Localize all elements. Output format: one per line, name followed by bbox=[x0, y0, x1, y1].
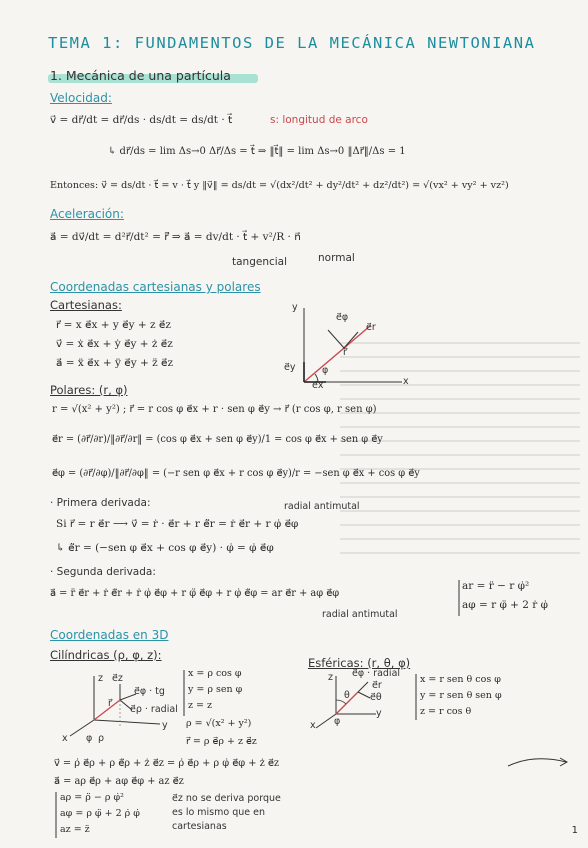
sph-etheta: e⃗θ bbox=[370, 692, 382, 703]
cyl-rho: ρ bbox=[98, 733, 105, 744]
segunda-eq: a⃗ = r̈ e⃗r + ṙ ė⃗r + ṙ φ̇ e⃗φ + r φ̈ e⃗φ + r φ̇ ė⃗φ = ar e⃗r + aφ e⃗φ bbox=[50, 588, 340, 599]
ephi-eq: e⃗φ = (∂r⃗/∂φ)/‖∂r⃗/∂φ‖ = (−r sen φ e⃗x + r cos φ e⃗y)/r = −sen φ e⃗x + cos φ e⃗y bbox=[52, 468, 420, 479]
cyl-comp-brace bbox=[52, 790, 60, 840]
cyl-a-eq: a⃗ = aρ e⃗ρ + aφ e⃗φ + az e⃗z bbox=[54, 776, 184, 787]
primera-eq: Si r⃗ = r e⃗r ⟶ v⃗ = ṙ · e⃗r + r ė⃗r = ṙ e⃗r + r φ̇ e⃗φ bbox=[56, 518, 299, 530]
tangencial-label: tangencial bbox=[232, 256, 288, 268]
coordenadas-heading: Coordenadas cartesianas y polares bbox=[50, 280, 261, 294]
diagram-ey: e⃗y bbox=[284, 362, 296, 373]
esfericas-heading: Esféricas: (r, θ, φ) bbox=[308, 656, 411, 670]
diagram-ex: e⃗x bbox=[312, 380, 324, 391]
cyl-az: az = z̈ bbox=[60, 824, 90, 835]
cyl-eq-y: y = ρ sen φ bbox=[188, 684, 243, 695]
note-line-3: cartesianas bbox=[172, 821, 227, 832]
cyl-rho-eq: ρ = √(x² + y²) bbox=[186, 718, 252, 729]
cyl-r: r⃗ bbox=[108, 698, 112, 709]
cyl-x: x bbox=[62, 733, 68, 744]
sph-er: e⃗r bbox=[372, 680, 382, 691]
velocidad-eq1: v⃗ = dr⃗/dt = dr⃗/ds · ds/dt = ds/dt · t⃗ bbox=[50, 114, 233, 126]
arc-length-label: s: longitud de arco bbox=[270, 114, 368, 126]
cyl-eq-x: x = ρ cos φ bbox=[188, 668, 242, 679]
er-eq: e⃗r = (∂r⃗/∂r)/‖∂r⃗/∂r‖ = (cos φ e⃗x + sen φ e⃗y)/1 = cos φ e⃗x + sen φ e⃗y bbox=[52, 434, 383, 445]
diagram-ephi: e⃗φ bbox=[336, 312, 349, 323]
cyl-phi: φ bbox=[86, 733, 93, 744]
sph-theta: θ bbox=[344, 690, 350, 701]
cartesianas-heading: Cartesianas: bbox=[50, 298, 122, 312]
diagram-er: e⃗r bbox=[366, 322, 376, 333]
cart-eq-v: v⃗ = ẋ e⃗x + ẏ e⃗y + ż e⃗z bbox=[56, 338, 173, 350]
sph-brace bbox=[412, 672, 420, 722]
cyl-erho: e⃗ρ · radial bbox=[130, 704, 178, 715]
cyl-brace bbox=[180, 668, 188, 718]
velocidad-heading: Velocidad: bbox=[50, 91, 112, 105]
segunda-heading: · Segunda derivada: bbox=[50, 566, 156, 578]
segunda-labels: radial antimutal bbox=[322, 609, 398, 620]
arrow-doodle bbox=[504, 752, 574, 772]
aphi-eq: aφ = r φ̈ + 2 ṙ φ̇ bbox=[462, 599, 548, 611]
primera-eq2: ↳ ė⃗r = (−sen φ e⃗x + cos φ e⃗y) · φ̇ = φ̇ e⃗φ bbox=[56, 542, 274, 554]
polares-heading: Polares: (r, φ) bbox=[50, 383, 128, 397]
cart-eq-a: a⃗ = ẍ e⃗x + ÿ e⃗y + z̈ e⃗z bbox=[56, 357, 174, 369]
sph-y: y bbox=[376, 708, 382, 719]
polares-eq1: r = √(x² + y²) ; r⃗ = r cos φ e⃗x + r · sen φ e⃗y → r⃗ (r cos φ, r sen φ) bbox=[52, 404, 377, 415]
diagram-y: y bbox=[292, 302, 298, 313]
sph-radial: e⃗φ · radial bbox=[352, 668, 401, 679]
cyl-v-eq: v⃗ = ρ̇ e⃗ρ + ρ ė⃗ρ + ż e⃗z = ρ̇ e⃗ρ + ρ φ̇ e⃗φ + ż e⃗z bbox=[54, 758, 280, 769]
velocidad-eq2: ↳ dr⃗/ds = lim Δs→0 Δr⃗/Δs = t⃗ ⇒ ‖t⃗‖ = lim Δs→0 ‖Δr⃗‖/Δs = 1 bbox=[108, 146, 406, 157]
note-line-2: es lo mismo que en bbox=[172, 807, 265, 818]
page-title: TEMA 1: FUNDAMENTOS DE LA MECÁNICA NEWTONIANA bbox=[48, 34, 536, 52]
diagram-x: x bbox=[403, 376, 409, 387]
cart-eq-r: r⃗ = x e⃗x + y e⃗y + z e⃗z bbox=[56, 319, 171, 331]
cilindricas-heading: Cilíndricas (ρ, φ, z): bbox=[50, 648, 162, 662]
cyl-arho: aρ = ρ̈ − ρ φ̇² bbox=[60, 792, 124, 803]
sph-phi: φ bbox=[334, 716, 341, 727]
coord3d-heading: Coordenadas en 3D bbox=[50, 628, 169, 642]
aceleracion-heading: Aceleración: bbox=[50, 207, 124, 221]
cyl-y: y bbox=[162, 720, 168, 731]
page-number: 1 bbox=[571, 825, 578, 836]
diagram-r: r⃗ bbox=[343, 347, 347, 358]
cyl-eq-z: z = z bbox=[188, 700, 213, 711]
sph-eq-y: y = r sen θ sen φ bbox=[420, 690, 502, 701]
cyl-r-eq: r⃗ = ρ e⃗ρ + z e⃗z bbox=[186, 736, 257, 747]
cyl-aphi: aφ = ρ φ̈ + 2 ρ̇ φ̇ bbox=[60, 808, 140, 819]
cyl-ez: e⃗z bbox=[112, 673, 123, 684]
sph-eq-z: z = r cos θ bbox=[420, 706, 472, 717]
note-line-1: e⃗z no se deriva porque bbox=[172, 793, 281, 804]
cyl-z: z bbox=[98, 673, 103, 684]
ar-eq: ar = r̈ − r φ̇² bbox=[462, 580, 530, 592]
sph-z: z bbox=[328, 672, 333, 683]
sph-eq-x: x = r sen θ cos φ bbox=[420, 674, 501, 685]
cyl-ephi: e⃗φ · tg bbox=[134, 686, 165, 697]
sph-x: x bbox=[310, 720, 316, 731]
section-heading: 1. Mecánica de una partícula bbox=[50, 68, 231, 83]
diagram-phi: φ bbox=[322, 365, 329, 376]
normal-label: normal bbox=[318, 252, 355, 264]
primera-labels: radial antimutal bbox=[284, 501, 360, 512]
aceleracion-eq: a⃗ = dv⃗/dt = d²r⃗/dt² = r̈⃗ ⇒ a⃗ = dv/dt · t⃗ + v²/R · n⃗ bbox=[50, 231, 301, 243]
velocidad-eq3: Entonces: v⃗ = ds/dt · t⃗ = v · t⃗ y ‖v⃗‖ = ds/dt = √(dx²/dt² + dy²/dt² + dz²/dt²) = √(vx² + vy² + vz²) bbox=[50, 180, 509, 191]
primera-heading: · Primera derivada: bbox=[50, 497, 151, 509]
